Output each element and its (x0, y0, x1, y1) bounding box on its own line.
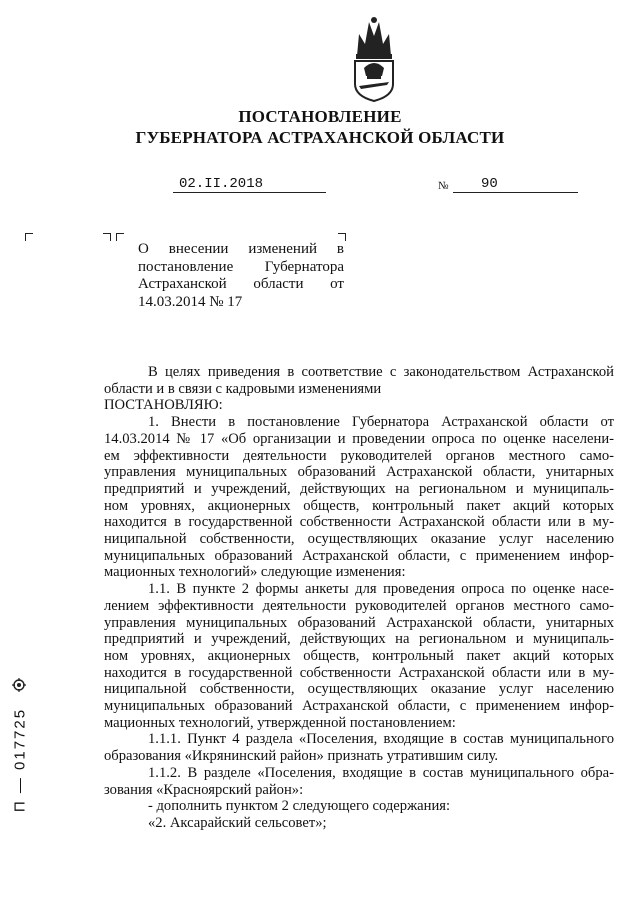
list-item: - дополнить пунктом 2 следующего содержания: (148, 798, 451, 815)
document-date: 02.II.2018 (173, 176, 326, 193)
paragraph-1-1-line: предприятий и учреждений, действующих на региональном и муниципаль- (104, 631, 614, 648)
document-subject: О внесении изменений в постановление Губернатора Астраханской области от 14.03.2014 № 17 (138, 241, 344, 310)
paragraph-1-1-line: муниципальных образований Астраханской области, с применением инфор- (104, 698, 614, 715)
decree-word: ПОСТАНОВЛЯЮ: (104, 397, 223, 414)
document-title-line2: ГУБЕРНАТОРА АСТРАХАНСКОЙ ОБЛАСТИ (135, 128, 505, 147)
paragraph-1-1-line: ниципальной собственности, осуществляющих оказание услуг населению (104, 681, 614, 698)
paragraph-1-line: ем эффективности деятельности руководителей органов местного само- (104, 447, 614, 464)
corner-mark (25, 233, 33, 241)
paragraph-1-line: 14.03.2014 № 17 «Об организации и проведении опроса по оценке населени- (104, 430, 614, 447)
margin-serial-number: П — 017725 (11, 707, 29, 813)
paragraph-1-1-line: находится в государственной собственности Астраханской области или в му- (104, 664, 614, 681)
document-title-line1: ПОСТАНОВЛЕНИЕ (238, 107, 402, 126)
coat-of-arms-icon (349, 14, 399, 102)
paragraph-1-1-line: управления муниципальных образований Астраханской области, унитарных (104, 614, 614, 631)
paragraph-1-line: находится в государственной собственности Астраханской области или в му- (104, 514, 614, 531)
paragraph-1-1-line: мационных технологий, утвержденной постановлением: (104, 714, 456, 731)
paragraph-1-1-1-line: образования «Икрянинский район» признать утратившим силу. (104, 748, 499, 765)
corner-mark (338, 233, 346, 241)
corner-mark (103, 233, 111, 241)
paragraph-1-1-line: лением эффективности деятельности руководителей органов местного само- (104, 597, 614, 614)
preamble-line: В целях приведения в соответствие с законодательством Астраханской (148, 364, 614, 380)
paragraph-1-line: предприятий и учреждений, действующих на региональном и муниципаль- (104, 480, 614, 497)
paragraph-1-1-line: ном уровнях, акционерных обществ, контрольный пакет акций которых (104, 647, 614, 664)
paragraph-1-1-2-line: 1.1.2. В разделе «Поселения, входящие в состав муниципального обра- (148, 764, 614, 781)
paragraph-1-line: управления муниципальных образований Астраханской области, унитарных (104, 464, 614, 481)
corner-mark (116, 233, 124, 241)
paragraph-1-line: муниципальных образований Астраханской области, с применением инфор- (104, 547, 614, 564)
number-label: № (438, 180, 449, 192)
paragraph-1-1-line: 1.1. В пункте 2 формы анкеты для проведения опроса по оценке насе- (148, 581, 614, 598)
paragraph-1-line: ном уровнях, акционерных обществ, контрольный пакет акций которых (104, 497, 614, 514)
paragraph-1-line: 1. Внести в постановление Губернатора Астраханской области от (148, 414, 614, 431)
quoted-item: «2. Аксарайский сельсовет»; (148, 814, 327, 831)
document-number: 90 (453, 176, 578, 193)
paragraph-1-line: мационных технологий» следующие изменения: (104, 564, 406, 581)
paragraph-1-line: ниципальной собственности, осуществляющих оказание услуг населению (104, 531, 614, 548)
paragraph-1-1-1-line: 1.1.1. Пункт 4 раздела «Поселения, входящие в состав муниципального (148, 731, 614, 748)
printer-rosette-icon (12, 678, 26, 697)
paragraph-1-1-2-line: зования «Красноярский район»: (104, 781, 304, 798)
document-body (104, 364, 614, 832)
preamble-line: области и в связи с кадровыми изменениями (104, 380, 382, 397)
